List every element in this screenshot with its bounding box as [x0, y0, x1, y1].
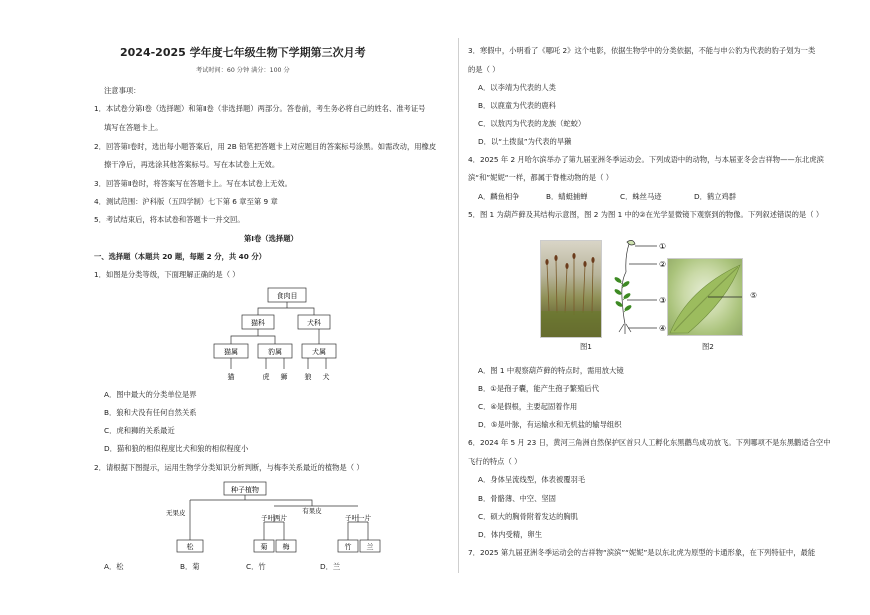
notes-heading: 注意事项：: [104, 86, 141, 95]
label-plant: 菊: [260, 543, 268, 551]
label-animal: 狮: [280, 373, 288, 381]
label-plant: 竹: [344, 543, 352, 551]
label-3: ③: [659, 296, 667, 305]
label-5: ⑤: [750, 291, 758, 300]
q3-option: B．以鹿童为代表的鹿科: [478, 101, 556, 110]
q6-option: B．骨骼薄、中空、坚固: [478, 494, 556, 503]
label-1: ①: [659, 242, 667, 251]
label-genus: 犬属: [312, 348, 326, 356]
q6-stem: 6．2024 年 5 月 23 日，黄河三角洲自然保护区首只人工孵化东黑鹳鸟成功放飞。下列哪项不是东黑鹳适合空中: [468, 438, 831, 447]
q5-stem: 5．图 1 为葫芦藓及其结构示意图，图 2 为图 1 中的②在光学显微镜下观察到的物像。下列叙述错误的是（ ）: [468, 210, 824, 219]
q1-option: D．猫和狼的相似程度比犬和狼的相似程度小: [104, 444, 249, 453]
q6-option: C．硕大的胸骨附着发达的胸肌: [478, 512, 578, 521]
note-1-cont: 填写在答题卡上。: [104, 123, 163, 132]
label-animal: 狼: [304, 373, 312, 381]
q6-stem-cont: 飞行的特点（ ）: [468, 457, 522, 466]
q1-option: B．狼和犬没有任何自然关系: [104, 408, 197, 417]
q3-option: C．以敖丙为代表的龙族（蛇蛟）: [478, 119, 586, 128]
label-dicot: 子叶两片: [261, 514, 287, 522]
label-animal: 虎: [262, 373, 270, 381]
leaf-micrograph: [667, 258, 743, 336]
q6-option: A．身体呈流线型，体表被覆羽毛: [478, 475, 586, 484]
q4-stem-cont: 滨“和”妮妮“一样，都属于脊椎动物的是（ ）: [468, 173, 614, 182]
q6-option: D．体内受精，卵生: [478, 530, 542, 539]
q4-stem: 4．2025 年 2 月哈尔滨举办了第九届亚洲冬季运动会。下列成语中的动物，与本届亚冬会吉祥物——东北虎滨: [468, 155, 824, 164]
q5-option: A．图 1 中观察葫芦藓的特点时，需用放大镜: [478, 366, 624, 375]
q1-stem: 1．如图是分类等级，下面理解正确的是（ ）: [94, 270, 240, 279]
label-family: 猫科: [251, 319, 265, 327]
moss-photo: [540, 240, 602, 338]
q1-option: C．虎和狮的关系最近: [104, 426, 175, 435]
label-order: 食肉目: [276, 292, 298, 300]
q5-option: B．①是孢子囊，能产生孢子繁殖后代: [478, 384, 599, 393]
figure-1-caption: 图1: [580, 342, 592, 351]
q3-stem-cont: 的是（ ）: [468, 65, 500, 74]
label-4: ④: [659, 324, 667, 333]
label-genus: 猫属: [224, 348, 238, 356]
exam-info: 考试时间：60 分钟 满分：100 分: [196, 67, 290, 74]
moss-sporophytes: [541, 241, 601, 337]
q1-classification-diagram: [210, 284, 360, 384]
label-2: ②: [659, 260, 667, 269]
q2-option: B．菊: [180, 562, 200, 571]
q4-option: C．蛛丝马迹: [620, 192, 662, 201]
part-heading: 一、选择题（本题共 20 题，每题 2 分，共 40 分）: [94, 252, 266, 261]
section-title: 第Ⅰ卷（选择题）: [244, 234, 298, 243]
label-plant: 兰: [366, 543, 374, 551]
label-plant: 松: [186, 543, 194, 551]
note-2: 2．回答第Ⅰ卷时，选出每小题答案后，用 2B 铅笔把答题卡上对应题目的答案标号涂黑。如需改动，用橡皮: [94, 142, 437, 151]
column-divider: [458, 38, 459, 573]
q2-option: C．竹: [246, 562, 266, 571]
label-animal: 犬: [322, 373, 330, 381]
label-genus: 豹属: [268, 348, 282, 356]
page-title: 2024-2025 学年度七年级生物下学期第三次月考: [120, 46, 366, 59]
label-no-pericarp: 无果皮: [166, 509, 186, 517]
q5-option: D．⑤是叶脉，有运输水和无机盐的输导组织: [478, 420, 622, 429]
q3-option: D．以“土拨鼠”为代表的旱獭: [478, 137, 572, 146]
label-plant: 梅: [282, 543, 290, 551]
note-1: 1．本试卷分第Ⅰ卷（选择题）和第Ⅱ卷（非选择题）两部分。答卷前，考生务必将自己的姓名、准考证号: [94, 104, 426, 113]
q2-stem: 2．请根据下图提示，运用生物学分类知识分析判断，与梅李关系最近的植物是（ ）: [94, 463, 364, 472]
q3-stem: 3．寒假中，小明看了《哪吒 2》这个电影，依据生物学中的分类依据，不能与申公豹为代表的豹子划为一类: [468, 46, 816, 55]
q4-option: B．蜻蜓捕蝉: [546, 192, 588, 201]
label-root: 种子植物: [231, 486, 259, 494]
label-family: 犬科: [307, 319, 321, 327]
note-5: 5．考试结束后，将本试卷和答题卡一并交回。: [94, 215, 245, 224]
note-3: 3．回答第Ⅱ卷时，将答案写在答题卡上。写在本试卷上无效。: [94, 179, 292, 188]
label-pericarp: 有果皮: [302, 507, 322, 515]
q2-option: D．兰: [320, 562, 341, 571]
note-2-cont: 擦干净后，再选涂其他答案标号。写在本试卷上无效。: [104, 160, 280, 169]
leaf-shape: [668, 259, 742, 335]
q2-plant-key-diagram: [160, 478, 400, 556]
q7-stem: 7．2025 第九届亚洲冬季运动会的吉祥物“滨滨”“妮妮”是以东北虎为原型的卡通形象，在下列特征中，最能: [468, 548, 816, 557]
q3-option: A．以李靖为代表的人类: [478, 83, 556, 92]
q1-option: A．图中最大的分类单位是界: [104, 390, 197, 399]
q4-option: A．麟鱼相争: [478, 192, 520, 201]
q4-option: D．鹤立鸡群: [694, 192, 737, 201]
q5-option: C．④是假根，主要起固着作用: [478, 402, 578, 411]
q2-option: A．松: [104, 562, 124, 571]
label-animal: 猫: [227, 373, 235, 381]
label-monocot: 子叶一片: [345, 514, 371, 522]
figure-2-caption: 图2: [702, 342, 714, 351]
note-4: 4．测试范围：沪科版（五四学制）七下第 6 章至第 9 章: [94, 197, 278, 206]
